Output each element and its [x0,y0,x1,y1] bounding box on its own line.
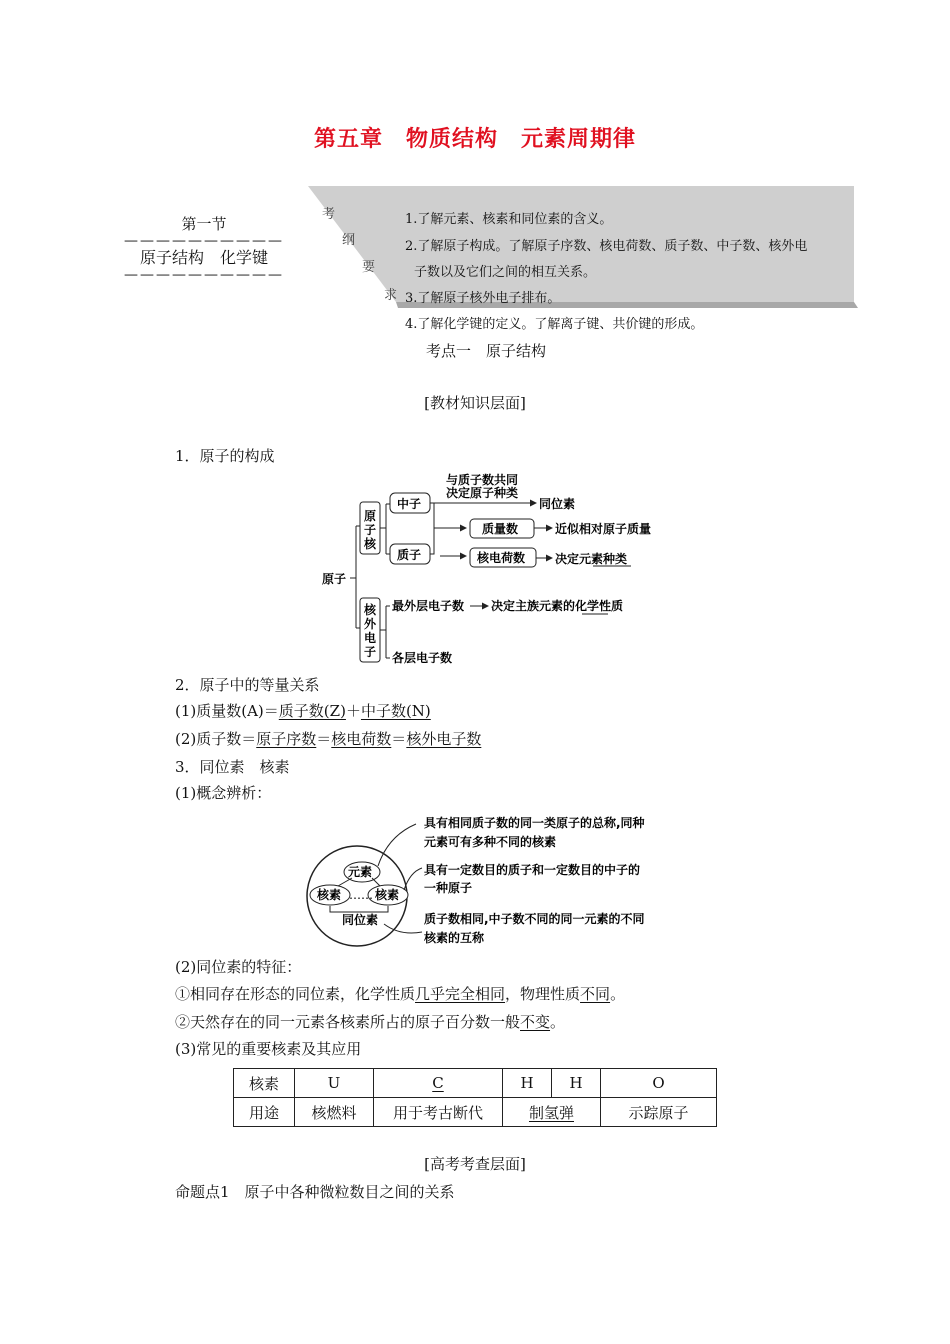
def-nuclide-1: 具有一定数目的质子和一定数目的中子的 [424,863,641,877]
feature-2: ②天然存在的同一元素各核素所占的原子百分数一般不变。 [175,1013,566,1031]
outer-char-1: 核 [364,603,377,617]
req-label-1: 考 [322,207,336,222]
concept-heading: (1)概念辨析： [175,784,272,802]
def-element-2: 元素可有多种不同的核素 [424,835,557,849]
concept-diagram [300,806,670,956]
proposition-1: 命题点1 原子中各种微粒数目之间的关系 [175,1183,455,1201]
svg-text:电: 电 [364,631,377,645]
svg-text:子: 子 [364,645,377,659]
blank-constant: 不变 [520,1013,551,1031]
note-top-2: 决定原子种类 [446,486,519,500]
blank-neutron-number: 中子数(N) [360,702,431,720]
nucleus-char-1: 原 [364,509,377,523]
decide-element-label: 决定元素种类 [555,552,628,566]
feature-heading: (2)同位素的特征： [175,958,302,976]
topic-heading: 考点一 原子结构 [426,342,547,360]
proton-label: 质子 [397,548,422,562]
req-label-3: 要 [362,260,376,275]
chapter-title: 第五章 物质结构 元素周期律 [313,127,636,152]
equation-2: (2)质子数＝原子序数＝核电荷数＝核外电子数 [175,730,482,748]
req-label-2: 纲 [342,233,356,248]
neutron-label: 中子 [397,497,422,511]
table-cell: 示踪原子 [601,1098,717,1127]
blank-phys-diff: 不同 [580,985,611,1003]
table-cell: 用途 [234,1098,295,1127]
svg-text:核: 核 [364,537,377,551]
blank-atomic-number: 原子序数 [256,730,317,748]
section-divider-top: —————————— [124,233,284,249]
table-row [234,1098,717,1127]
table-cell: H [503,1069,552,1098]
nuclide-left-label: 核素 [317,888,342,902]
table-cell: 制氢弹 [503,1098,601,1127]
req-item-3: 3.了解原子核外电子排布。 [405,291,561,306]
level-textbook: [教材知识层面] [424,394,526,412]
decide-chem-label: 决定主族元素的化学性质 [491,599,624,613]
equation-1: (1)质量数(A)＝质子数(Z)＋中子数(N) [175,702,431,720]
heading-equal-relations: 2．原子中的等量关系 [175,676,320,694]
feature-1: ①相同存在形态的同位素，化学性质几乎完全相同，物理性质不同。 [175,985,626,1003]
table-cell: U [295,1069,374,1098]
nuclide-right-label: 核素 [375,888,400,902]
isotope-label-2: 同位素 [342,913,379,927]
req-label-4: 求 [384,288,398,303]
table-cell: 核素 [234,1069,295,1098]
blank-electron-number: 核外电子数 [406,730,482,748]
table-cell: 用于考古断代 [374,1098,503,1127]
level-exam: [高考考查层面] [424,1155,526,1173]
heading-isotope-nuclide: 3．同位素 核素 [175,758,290,776]
element-label: 元素 [348,865,373,879]
table-row [234,1069,717,1098]
table-cell: C [374,1069,503,1098]
nuclide-table [233,1068,717,1127]
atom-structure-diagram [310,466,680,672]
svg-text:外: 外 [364,617,377,631]
def-isotope-1: 质子数相同,中子数不同的同一元素的不同 [424,912,645,926]
outer-e-label: 最外层电子数 [392,599,465,613]
blank-nuclear-charge: 核电荷数 [331,730,392,748]
table-cell: 核燃料 [295,1098,374,1127]
req-item-2b: 子数以及它们之间的相互关系。 [414,265,597,280]
table-cell: O [601,1069,717,1098]
blank-chem-same: 几乎完全相同 [415,985,506,1003]
def-nuclide-2: 一种原子 [424,881,473,895]
heading-atom-composition: 1．原子的构成 [175,447,275,465]
dots-label: …… [349,888,373,902]
section-heading [118,214,290,282]
isotope-label: 同位素 [539,497,576,511]
table-cell: H [552,1069,601,1098]
atom-label: 原子 [322,572,347,586]
req-item-1: 1.了解元素、核素和同位素的含义。 [405,212,613,227]
approx-mass-label: 近似相对原子质量 [555,522,652,536]
def-element-1: 具有相同质子数的同一类原子的总称,同种 [424,816,645,830]
common-nuclides-heading: (3)常见的重要核素及其应用 [175,1040,362,1058]
section-divider-bottom: —————————— [124,267,284,283]
nuclear-charge-label: 核电荷数 [477,551,526,565]
blank-proton-number: 质子数(Z) [278,702,346,720]
section-name: 原子结构 化学键 [139,248,268,267]
each-layer-label: 各层电子数 [392,651,453,665]
req-item-4: 4.了解化学键的定义。了解离子键、共价键的形成。 [405,317,704,332]
req-item-2: 2.了解原子构成。了解原子序数、核电荷数、质子数、中子数、核外电 [405,239,808,254]
svg-text:子: 子 [364,523,377,537]
note-top-1: 与质子数共同 [446,473,519,487]
mass-number-label: 质量数 [482,522,519,536]
def-isotope-2: 核素的互称 [424,931,485,945]
section-number: 第一节 [181,215,227,233]
